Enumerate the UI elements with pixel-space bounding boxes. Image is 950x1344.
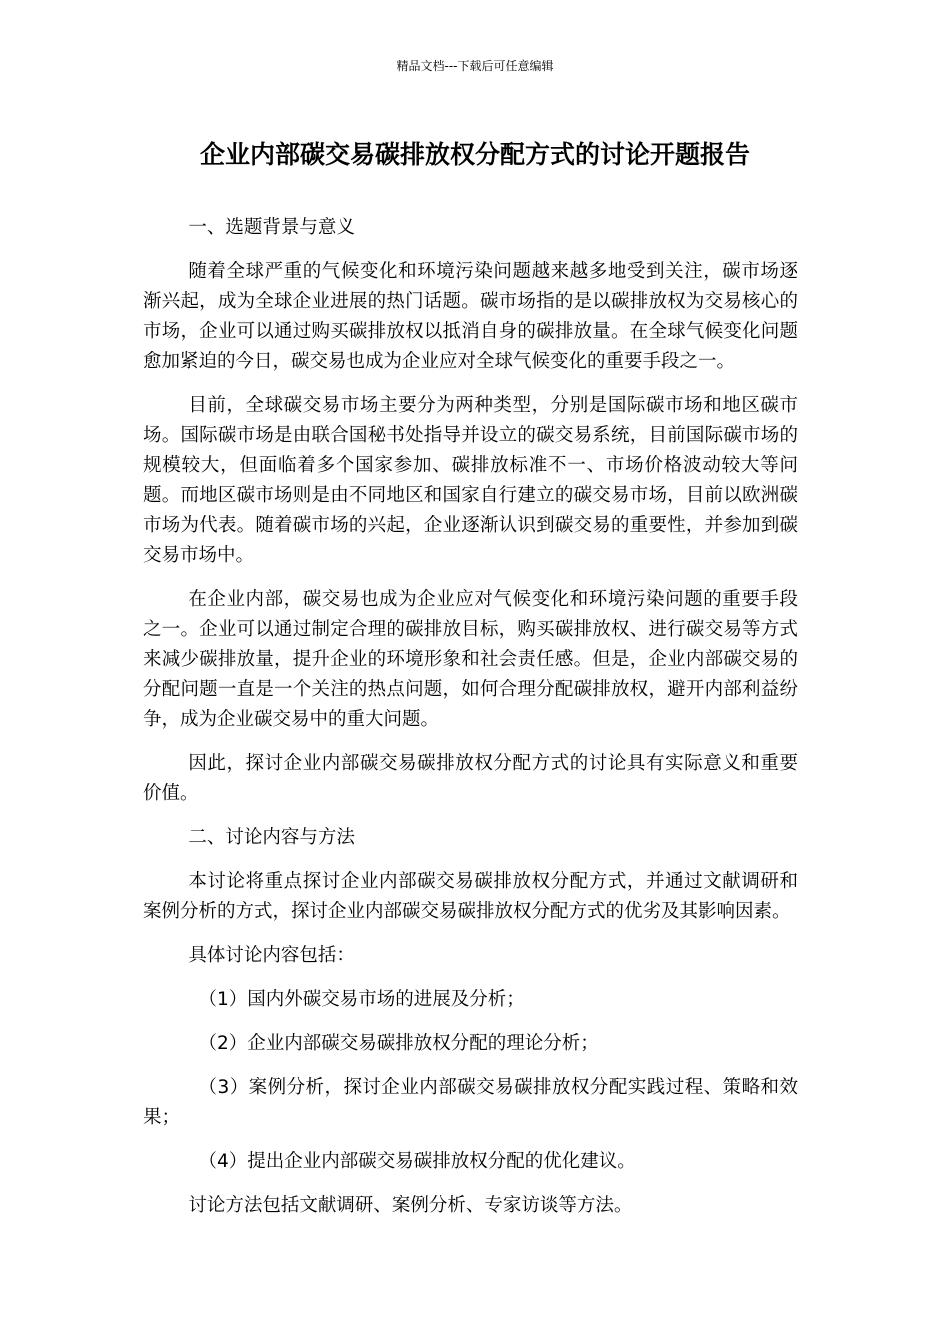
paragraph-background-3: 在企业内部，碳交易也成为企业应对气候变化和环境污染问题的重要手段之一。企业可以通过制定合理的碳排放目标，购买碳排放权、进行碳交易等方式来减少碳排放量，提升企业的环境形象和社会责任感。但是，企业内部碳交易的分配问题一直是一个关注的热点问题，如何合理分配碳排放权，避开内部利益纷争，成为企业碳交易中的重大问题。	[143, 589, 798, 730]
section-heading-background: 一、选题背景与意义	[188, 217, 355, 238]
paragraph-content-2: 具体讨论内容包括：	[188, 945, 355, 966]
page-header: 精品文档---下载后可任意编辑	[396, 59, 554, 73]
section-heading-content-method: 二、讨论内容与方法	[188, 827, 355, 848]
list-item: （2）企业内部碳交易碳排放权分配的理论分析；	[198, 1033, 599, 1054]
list-item: （1）国内外碳交易市场的进展及分析；	[198, 989, 525, 1010]
paragraph-background-2: 目前，全球碳交易市场主要分为两种类型，分别是国际碳市场和地区碳市场。国际碳市场是由联合国秘书处指导并设立的碳交易系统，目前国际碳市场的规模较大，但面临着多个国家参加、碳排放标准不一、市场价格波动较大等问题。而地区碳市场则是由不同地区和国家自行建立的碳交易市场，目前以欧洲碳市场为代表。随着碳市场的兴起，企业逐渐认识到碳交易的重要性，并参加到碳交易市场中。	[143, 395, 798, 566]
list-item: （3）案例分析，探讨企业内部碳交易碳排放权分配实践过程、策略和效果；	[143, 1077, 798, 1128]
paragraph-methods: 讨论方法包括文献调研、案例分析、专家访谈等方法。	[188, 1195, 633, 1216]
paragraph-background-4: 因此，探讨企业内部碳交易碳排放权分配方式的讨论具有实际意义和重要价值。	[143, 753, 798, 804]
paragraph-background-1: 随着全球严重的气候变化和环境污染问题越来越多地受到关注，碳市场逐渐兴起，成为全球企业进展的热门话题。碳市场指的是以碳排放权为交易核心的市场，企业可以通过购买碳排放权以抵消自身的碳排放量。在全球气候变化问题愈加紧迫的今日，碳交易也成为企业应对全球气候变化的重要手段之一。	[143, 261, 798, 372]
list-item: （4）提出企业内部碳交易碳排放权分配的优化建议。	[198, 1151, 636, 1172]
document-body	[143, 213, 798, 1235]
document-title: 企业内部碳交易碳排放权分配方式的讨论开题报告	[199, 140, 750, 169]
paragraph-content-1: 本讨论将重点探讨企业内部碳交易碳排放权分配方式，并通过文献调研和案例分析的方式，探讨企业内部碳交易碳排放权分配方式的优劣及其影响因素。	[143, 871, 798, 922]
